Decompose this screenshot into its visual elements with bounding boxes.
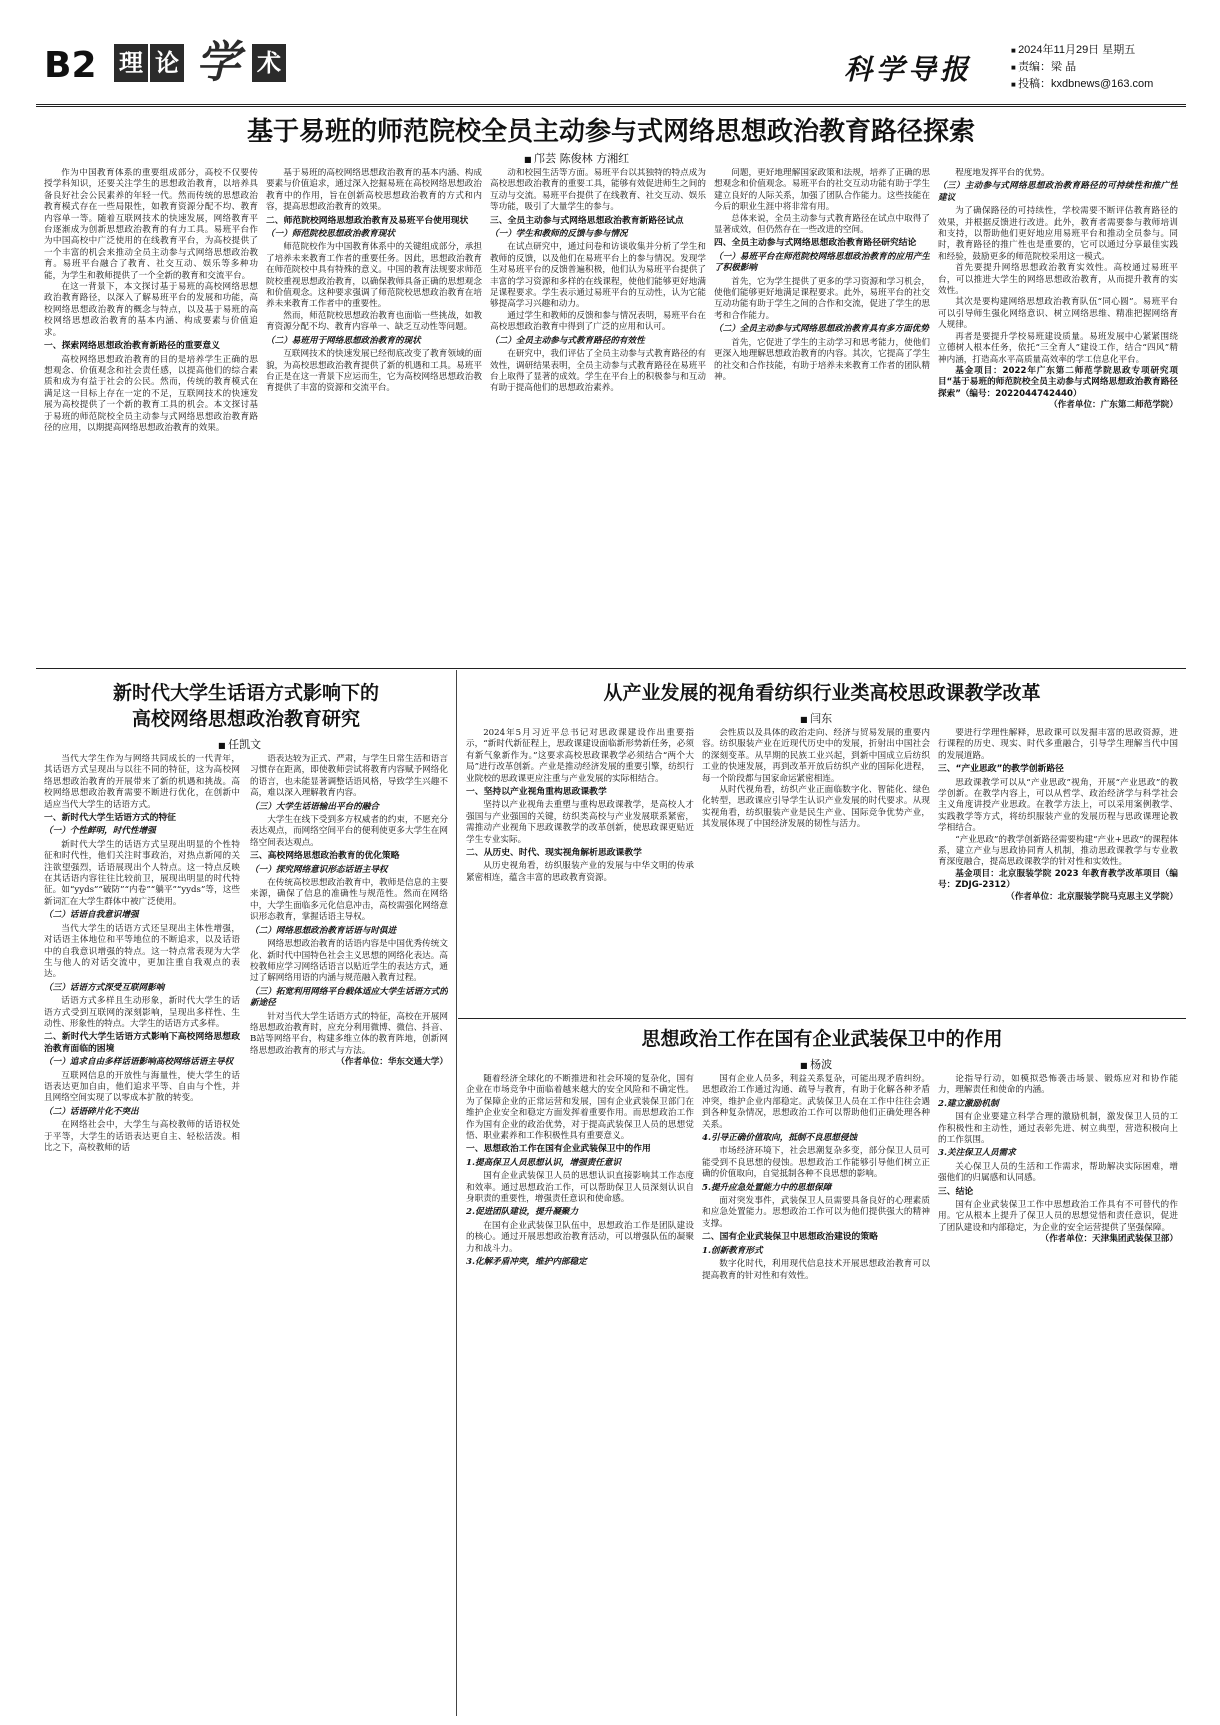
subheading: 2.建立激励机制 <box>938 1098 999 1109</box>
subheading: 3.关注保卫人员需求 <box>938 1148 1016 1159</box>
paragraph: 其次是要构建网络思想政治教育队伍“同心圆”。易班平台可以引导师生强化网络意识、树立网络思维、精准把握网络育人规律。 <box>938 297 1178 331</box>
article-divider <box>458 1018 1186 1019</box>
fund-note: 基金项目：2022年广东第二师范学院思政专项研究项目“基于易班的师范院校全员主动参与式网络思想政治教育路径探索”（编号：2022044742440） <box>938 365 1178 399</box>
paragraph: 首先要提升网络思想政治教育实效性。高校通过易班平台，可以推进大学生的网络思想政治教育，从而提升教育的实效性。 <box>938 263 1178 297</box>
paragraph: 首先，它为学生提供了更多的学习资源和学习机会，使他们能够更好地满足课程要求。此外，易班平台的社交互动功能有助于学生之间的合作和交流，促进了学生的思考和合作能力。 <box>714 276 930 321</box>
section-heading: 一、坚持以产业视角重构思政课教学 <box>466 787 607 798</box>
paragraph: 国有企业武装保卫工作中思想政治工作具有不可替代的作用。它从根本上提升了保卫人员的思想觉悟和责任意识，促进了团队建设和内部稳定，为企业的安全运营提供了坚强保障。 <box>938 1200 1178 1233</box>
paragraph: 师范院校作为中国教育体系中的关键组成部分，承担了培养未来教育工作者的重要任务。因此，思想政治教育在师范院校中具有特殊的意义。中国的教育法规要求师范院校重视思想政治教育，以确保教师具备正确的思想观念和价值观念。这种要求强调了师范院校思想政治教育在培养未来教育工作者中的重要性。 <box>266 242 482 310</box>
paragraph: 大学生在线下受到多方权威者的约束，不愿充分表达观点，而网络空间平台的便利使更多大学生在网络空间表达观点。 <box>250 815 448 848</box>
article-4-title: 思想政治工作在国有企业武装保卫中的作用 <box>641 1028 1003 1050</box>
subheading: （一）易班平台在师范院校网络思想政治教育的应用产生了积极影响 <box>714 251 930 274</box>
subheading: （一）个性鲜明，时代性增强 <box>44 826 156 837</box>
subheading: 2.促进团队建设，提升凝聚力 <box>466 1207 579 1218</box>
paragraph: 首先，它促进了学生的主动学习和思考能力，使他们更深入地理解思想政治教育的内容。其次，它提高了学生的社交和合作技能，有助于培养未来教育工作者的团队精神。 <box>714 337 930 382</box>
article-1-col-3 <box>490 168 706 660</box>
paragraph: 当代大学生的话语方式还呈现出主体性增强，对话语主体地位和平等地位的不断追求，以及话语中的自我意识增强的特点。这一特点常表现为大学生与他人的对话交流中，更加注重自我观点的表达。 <box>44 923 240 980</box>
paragraph: 互联网技术的快速发展已经彻底改变了教育领域的面貌，为高校思想政治教育提供了新的机遇和工具。易班平台正是在这一背景下应运而生，它为高校网络思想政治教育提供了丰富的资源和交流平台。 <box>266 349 482 394</box>
paragraph: 新时代大学生的话语方式呈现出明显的个性特征和时代性，他们关注时事政治，对热点新闻的关注欲望强烈，话语展现出个人特点。这一特点反映在其话语内容往往比较前卫，展现出明显的时代特征。如“yyds”“破防”“内卷”“躺平”“yyds”等，这些新词汇在大学生群体中被广泛使用。 <box>44 839 240 907</box>
paragraph: 从时代视角看，纺织产业正面临数字化、智能化、绿色化转型，思政课应引导学生认识产业发展的时代要求。从现实视角看，纺织服装产业是民生产业、国际竞争优势产业，其发展体现了中国经济发展的韧性与活力。 <box>702 785 930 830</box>
paragraph: 思政课教学可以从“产业思政”视角，开展“产业思政”的教学创新。在教学内容上，可以从哲学、政治经济学与科学社会主义角度讲授产业思政。在教学方法上，可以采用案例教学、实践教学等方式，将纺织服装产业的发展历程与思政课理论教学相结合。 <box>938 777 1178 834</box>
paragraph: 当代大学生作为与网络共同成长的一代青年，其话语方式呈现出与以往不同的特征，这为高校网络思想政治教育的开展带来了新的机遇和挑战。高校网络思想政治教育需要不断进行优化，在创新中适应当代大学生的话语方式。 <box>44 754 240 810</box>
article-divider <box>36 668 1186 669</box>
article-4-author: ■ 杨波 <box>800 1056 832 1072</box>
paragraph: 面对突发事件，武装保卫人员需要具备良好的心理素质和应急处置能力。思想政治工作可以为他们提供强大的精神支撑。 <box>702 1196 930 1229</box>
author-unit: （作者单位：天津集团武装保卫部） <box>1040 1234 1178 1245</box>
article-3-author: ■ 闫东 <box>800 710 832 726</box>
paragraph: 随着经济全球化的不断推进和社会环境的复杂化，国有企业在市场竞争中面临着越来越大的安全风险和不确定性。为了保障企业的正常运营和发展，国有企业武装保卫部门在维护企业安全和稳定方面发挥着重要作用。而思想政治工作作为国有企业的政治优势，对于提高武装保卫人员的思想觉悟、职业素养和工作积极性具有重要意义。 <box>466 1074 694 1142</box>
article-1-col-4 <box>714 168 930 660</box>
paragraph: 在研究中，我们评估了全员主动参与式教育路径的有效性，调研结果表明，全员主动参与式教育路径在易班平台上取得了显著的成效。学生在平台上的积极参与和互动有助于提高他们的思想政治素养。 <box>490 349 706 394</box>
subheading: （二）话语自我意识增强 <box>44 910 139 921</box>
paragraph: 市场经济环境下，社会思潮复杂多变，部分保卫人员可能受到不良思想的侵蚀。思想政治工作能够引导他们树立正确的价值取向，自觉抵制各种不良思想的影响。 <box>702 1146 930 1180</box>
paragraph: 高校网络思想政治教育的目的是培养学生正确的思想观念、价值观念和社会责任感，以提高他们的综合素质和成为有益于社会的公民。然而，传统的教育模式在满足这一目标上存在一定的不足，互联网技术的快速发展为高校提供了一个新的教育工具的机会。本文探讨基于易班的师范院校全员主动参与式网络思想政治教育路径的应用，以期提高网络思想政治教育的效果。 <box>44 354 258 433</box>
paragraph: 在国有企业武装保卫队伍中，思想政治工作是团队建设的核心。通过开展思想政治教育活动，可以增强队伍的凝聚力和战斗力。 <box>466 1220 694 1254</box>
section-heading: 二、从历史、时代、现实视角解析思政课教学 <box>466 848 642 859</box>
newspaper-logo: 科学导报 <box>844 53 973 86</box>
section-heading: 三、高校网络思想政治教育的优化策略 <box>250 851 400 862</box>
paragraph: 国有企业人员多，利益关系复杂，可能出现矛盾纠纷。思想政治工作通过沟通、疏导与教育，有助于化解各种矛盾冲突，维护企业内部稳定。武装保卫人员在工作中往往会遇到各种复杂情况，思想政治工作可以帮助他们正确处理各种关系。 <box>702 1074 930 1130</box>
paragraph: 动和校园生活等方面。易班平台以其独特的特点成为高校思想政治教育的重要工具，能够有效促进师生之间的互动与交流。易班平台提供了在线教育、社交互动、娱乐等功能，吸引了大量学生的参与。 <box>490 168 706 213</box>
subheading: （一）探究网络意识形态话语主导权 <box>250 864 388 875</box>
article-2-author: ■ 任凯文 <box>218 736 261 752</box>
paragraph: 数字化时代，利用现代信息技术开展思想政治教育可以提高教育的针对性和有效性。 <box>702 1259 930 1281</box>
paragraph: 国有企业要建立科学合理的激励机制，激发保卫人员的工作积极性和主动性，通过表彰先进、树立典型，营造积极向上的工作氛围。 <box>938 1112 1178 1146</box>
section-char: 理 <box>114 44 148 82</box>
author-unit: （作者单位：华东交通大学） <box>336 1057 448 1068</box>
article-4-col-1 <box>466 1074 694 1714</box>
paragraph: 语表达较为正式、严肃，与学生日常生活和语言习惯存在距离，即使教师尝试将教育内容赋予网络化的语言，也未能显著调整话语风格，导致学生兴趣不高，难以深入理解教育内容。 <box>250 754 448 799</box>
paragraph: 问题，更好地理解国家政策和法规，培养了正确的思想观念和价值观念。易班平台的社交互动功能有助于学生建立良好的人际关系，加强了团队合作能力。这些技能在今后的职业生涯中将非常有用。 <box>714 168 930 213</box>
paragraph: 在传统高校思想政治教育中，教师是信息的主要来源，确保了信息的准确性与规范性。然而在网络中，大学生面临多元化信息冲击，高校需强化网络意识形态教育，掌握话语主导权。 <box>250 878 448 923</box>
article-3-title: 从产业发展的视角看纺织行业类高校思政课教学改革 <box>603 682 1041 704</box>
subheading: （三）主动参与式网络思想政治教育路径的可持续性和推广性建议 <box>938 181 1178 203</box>
paragraph: 会性质以及具体的政治走向、经济与贸易发展的重要内容。纺织服装产业在近现代历史中的发展，折射出中国社会的深刻变革。从早期的民族工业兴起，到新中国成立后纺织工业的快速发展，再到改革开放后纺织产业的国际化进程，每一个阶段都与国家命运紧密相连。 <box>702 728 930 784</box>
section-heading: 二、师范院校网络思想政治教育及易班平台使用现状 <box>266 215 469 226</box>
issue-date: ■ 2024年11月29日 星期五 <box>1011 42 1153 59</box>
section-heading: 二、国有企业武装保卫中思想政治建设的策略 <box>702 1232 878 1243</box>
section-heading: 三、结论 <box>938 1186 974 1197</box>
paragraph: 在试点研究中，通过问卷和访谈收集并分析了学生和教师的反馈，以及他们在易班平台上的参与情况。发现学生对易班平台的反馈普遍积极，他们认为易班平台提供了丰富的学习资源和多样的在线课程，使他们能够更好地满足课程要求。学生表示通过易班平台的互动性，认为它能够提高学习兴趣和动力。 <box>490 242 706 310</box>
paragraph: 话语方式多样且生动形象，新时代大学生的话语方式受到互联网的深刻影响，呈现出多样性、生动性、形象性的特点。大学生的话语方式多样。 <box>44 996 240 1029</box>
paragraph: 网络思想政治教育的话语内容是中国优秀传统文化、新时代中国特色社会主义思想的网络化表达。高校教师应学习网络话语言以贴近学生的表达方式，通过了解网络用语的内涵与规范融入教育过程。 <box>250 939 448 984</box>
section-heading: 三、“产业思政”的教学创新路径 <box>938 764 1064 775</box>
article-2-col-1 <box>44 754 240 1714</box>
masthead-rule <box>36 104 1186 107</box>
subheading: （一）追求自由多样话语影响高校网络话语主导权 <box>44 1057 234 1068</box>
section-heading: 一、思想政治工作在国有企业武装保卫中的作用 <box>466 1144 651 1155</box>
article-2-col-2 <box>250 754 448 1714</box>
subheading: （一）学生和教师的反馈与参与情况 <box>490 229 628 240</box>
paragraph: 为了确保路径的可持续性，学校需要不断评估教育路径的效果，并根据反馈进行改进。此外，教育者需要参与教师培训和支持，以帮助他们更好地应用易班平台和推动全员参与。同时，教育路径的推广性也是重要的，它可以通过分享最佳实践和经验，鼓励更多的师范院校采用这一模式。 <box>938 206 1178 262</box>
article-1-author: ■ 邝芸 陈俊林 方湘红 <box>524 150 629 166</box>
subheading: （一）师范院校思想政治教育现状 <box>266 229 395 240</box>
fund-note: 基金项目：北京服装学院 2023 年教育教学改革项目（编号：ZDJG-2312） <box>938 868 1178 891</box>
subheading: （三）话语方式深受互联网影响 <box>44 982 165 993</box>
paragraph: 互联网信息的开放性与海量性，使大学生的话语表达更加自由，他们追求平等、自由与个性，并且网络空间实现了以零成本扩散的转变。 <box>44 1070 240 1104</box>
author-unit: （作者单位：北京服装学院马克思主义学院） <box>1006 891 1178 902</box>
section-char: 术 <box>252 44 286 82</box>
article-2-title <box>44 680 448 732</box>
paragraph: 在网络社会中，大学生与高校教师的话语权处于平等，大学生的话语表达更自主、轻松活泼。相比之下，高校教师的话 <box>44 1120 240 1153</box>
paragraph: 关心保卫人员的生活和工作需求，帮助解决实际困难，增强他们的归属感和认同感。 <box>938 1161 1178 1184</box>
paragraph: 国有企业武装保卫人员的思想认识直接影响其工作态度和效率。通过思想政治工作，可以帮助保卫人员深刻认识自身职责的重要性，增强责任意识和使命感。 <box>466 1171 694 1205</box>
subheading: 1.提高保卫人员思想认识，增强责任意识 <box>466 1157 622 1168</box>
subheading: （三）拓宽利用网络平台载体适应大学生话语方式的新途径 <box>250 986 448 1009</box>
subheading: （二）全员主动参与式网络思想政治教育具有多方面优势 <box>714 324 929 335</box>
section-heading: 四、全员主动参与式网络思想政治教育路径研究结论 <box>714 238 917 249</box>
section-heading: 一、探索网络思想政治教育新路径的重要意义 <box>44 341 220 352</box>
article-1-title: 基于易班的师范院校全员主动参与式网络思想政治教育路径探索 <box>246 117 975 147</box>
subheading: 3.化解矛盾冲突，维护内部稳定 <box>466 1257 587 1268</box>
subheading: 1.创新教育形式 <box>702 1245 763 1256</box>
subheading: （二）易班用于网络思想政治教育的现状 <box>266 335 421 346</box>
subheading: 4.引导正确价值取向，抵制不良思想侵蚀 <box>702 1133 858 1144</box>
paragraph: 在这一背景下，本文探讨基于易班的高校网络思想政治教育路径，以深入了解易班平台的发展和功能，高校网络思想政治教育的概念与特点，以及基于易班的高校网络思想政治教育的基本内涵、构成要素与价值追求。 <box>44 282 258 338</box>
article-3-col-3 <box>938 728 1178 1010</box>
article-4-col-3 <box>938 1074 1178 1714</box>
article-3-col-1 <box>466 728 694 1010</box>
paragraph: 作为中国教育体系的重要组成部分，高校不仅要传授学科知识，还要关注学生的思想政治教育，以培养具备良好社会公民素养的年轻一代。然而传统的思想政治教育模式存在一些局限性，如教育资源分配不均、教育内容单一等。随着互联网技术的快速发展，网络教育平台逐渐成为创新思想政治教育的有力工具。易班平台作为中国高校中广泛使用的在线教育平台，为高校提供了一个丰富的机会来推动全员主动参与式网络思想政治教育。易班平台融合了教育、社交互动、娱乐等多种功能，为学生和教师提供了一个全新的教育和交流平台。 <box>44 168 258 281</box>
paragraph: 坚持以产业视角去重塑与重构思政课教学，是高校人才强国与产业强国的关键，纺织类高校与产业发展联系紧密，需推动产业视角下思政课教学的改革创新，使思政课更贴近学生专业实际。 <box>466 800 694 845</box>
paragraph: 然而，师范院校思想政治教育也面临一些挑战，如教育资源分配不均、教育内容单一、缺乏互动性等问题。 <box>266 310 482 333</box>
page-number: B2 <box>44 45 97 86</box>
section-char: 论 <box>150 44 184 82</box>
article-2-title-line-2: 高校网络思想政治教育研究 <box>131 708 360 730</box>
article-4-col-2 <box>702 1074 930 1714</box>
subheading: （二）话语碎片化不突出 <box>44 1106 139 1117</box>
section-heading: 三、全员主动参与式网络思想政治教育新路径试点 <box>490 215 684 226</box>
paragraph: “产业思政”的教学创新路径需要构建“产业+思政”的课程体系，建立产业与思政协同育人机制，推动思政课教学与专业教育深度融合，提高思政课教学的针对性和实效性。 <box>938 834 1178 868</box>
paragraph: 程度地发挥平台的优势。 <box>955 168 1050 178</box>
section-heading: 二、新时代大学生话语方式影响下高校网络思想政治教育面临的困境 <box>44 1032 240 1054</box>
subheading: （二）网络思想政治教育话语与时俱进 <box>250 925 397 936</box>
paragraph: 针对当代大学生话语方式的特征，高校在开展网络思想政治教育时，应充分利用微博、微信、抖音、B站等网络平台，构建多维立体的教育阵地，创新网络思想政治教育的形式与方法。 <box>250 1011 448 1056</box>
issue-editor: ■ 责编：梁 晶 <box>1011 59 1153 76</box>
paragraph: 论指导行动，如模拟恐怖袭击场景、锻炼应对和协作能力，理解责任和使命的内涵。 <box>938 1074 1178 1096</box>
section-title <box>114 37 286 88</box>
paragraph: 要进行学理性解释，思政课可以发掘丰富的思政资源，进行课程的历史、现实、时代多重融合，引导学生理解当代中国的发展道路。 <box>938 728 1178 761</box>
paragraph: 2024年5月习近平总书记对思政课建设作出重要指示，“新时代新征程上，思政课建设面临新形势新任务，必须有新气象新作为。”这要求高校思政课教学必须结合“两个大局”进行改革创新。产业是推动经济发展的重要引擎，纺织行业院校的思政课更应注重与产业发展的实际相结合。 <box>466 728 694 784</box>
column-divider <box>456 670 457 1716</box>
author-unit: （作者单位：广东第二师范学院） <box>1049 400 1178 411</box>
subheading: 5.提升应急处置能力中的思想保障 <box>702 1182 832 1193</box>
article-2-title-line-1: 新时代大学生话语方式影响下的 <box>112 682 379 704</box>
paragraph: 再者是要提升学校易班建设质量。易班发展中心紧紧围绕立德树人根本任务，依托“三全育人”建设工作，结合“四风”精神内涵，打造高水平高质量高效率的学工信息化平台。 <box>938 331 1178 365</box>
subheading: （三）大学生话语输出平台的融合 <box>250 801 379 812</box>
subheading: （二）全员主动参与式教育路径的有效性 <box>490 335 645 346</box>
masthead <box>36 38 1186 100</box>
paragraph: 基于易班的高校网络思想政治教育的基本内涵、构成要素与价值追求，通过深入挖掘易班在高校网络思想政治教育中的作用，旨在创新高校思想政治教育的方式和内容，提高思想政治教育的效果。 <box>266 168 482 213</box>
article-3-col-2 <box>702 728 930 1010</box>
section-heading: 一、新时代大学生话语方式的特征 <box>44 813 176 824</box>
section-char: 学 <box>186 44 250 82</box>
article-1-col-1 <box>44 168 258 660</box>
paragraph: 从历史视角看，纺织服装产业的发展与中华文明的传承紧密相连，蕴含丰富的思政教育资源。 <box>466 861 694 883</box>
article-1-col-5 <box>938 168 1178 660</box>
paragraph: 总体来说，全员主动参与式教育路径在试点中取得了显著成效，但仍然存在一些改进的空间。 <box>714 213 930 236</box>
issue-meta <box>1011 42 1153 93</box>
paragraph: 通过学生和教师的反馈和参与情况表明，易班平台在高校思想政治教育中得到了广泛的应用和认可。 <box>490 310 706 333</box>
submission-email: ■ 投稿：kxdbnews@163.com <box>1011 76 1153 93</box>
article-1-col-2 <box>266 168 482 660</box>
